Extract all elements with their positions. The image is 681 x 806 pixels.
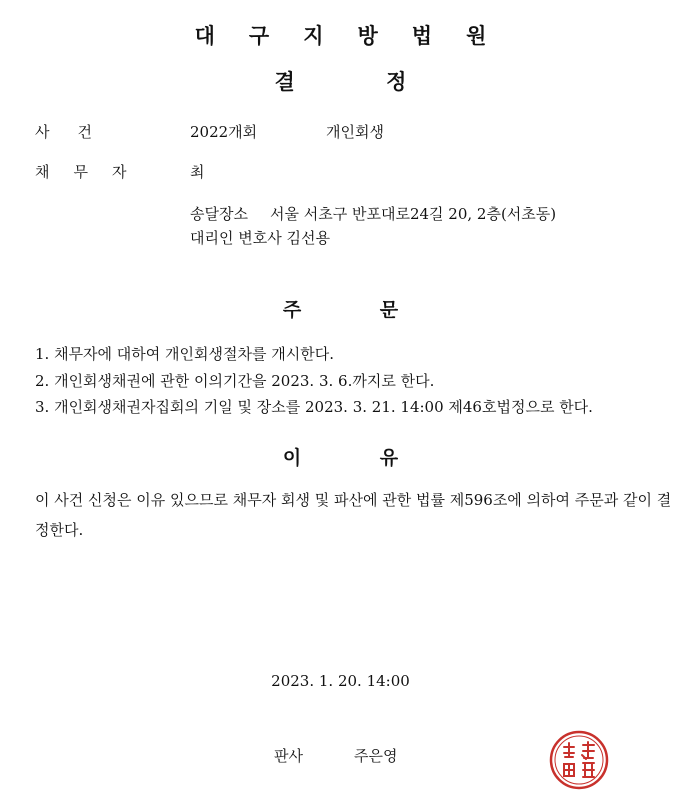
reason-text: 이 사건 신청은 이유 있으므로 채무자 회생 및 파산에 관한 법률 제596조에 의하여 주문과 같이 결정한다.: [35, 491, 672, 539]
case-label: 사건: [35, 123, 120, 141]
seal-glyph-strokes: [564, 742, 594, 777]
court-name: 대구지방법원: [194, 24, 521, 48]
document-title: 결 정: [274, 70, 407, 94]
seal-inner-ring: [555, 736, 603, 784]
debtor-label: 채무자: [35, 163, 151, 181]
case-number: 2022개회: [190, 123, 258, 141]
judge-name: 주은영: [354, 747, 398, 765]
case-name: 개인회생: [326, 123, 384, 141]
order-item-3: 3. 개인회생채권자집회의 기일 및 장소를 2023. 3. 21. 14:00 제46호법정으로 한다.: [35, 398, 593, 416]
order-item-1: 1. 채무자에 대하여 개인회생절차를 개시한다.: [35, 345, 334, 363]
service-address-label: 송달장소: [190, 205, 248, 223]
service-address-value: 서울 서초구 반포대로24길 20, 2층(서초동): [270, 205, 557, 223]
debtor-name: 최: [190, 163, 205, 181]
seal-ring: [551, 732, 607, 788]
judge-seal: [548, 729, 610, 791]
agent-line: 대리인 변호사 김선용: [190, 229, 330, 247]
reason-title: 이 유: [282, 447, 399, 469]
order-item-2: 2. 개인회생채권에 관한 이의기간을 2023. 3. 6.까지로 한다.: [35, 372, 435, 390]
order-title: 주 문: [282, 299, 399, 321]
judge-label: 판사: [274, 747, 303, 765]
decision-date: 2023. 1. 20. 14:00: [271, 672, 410, 690]
